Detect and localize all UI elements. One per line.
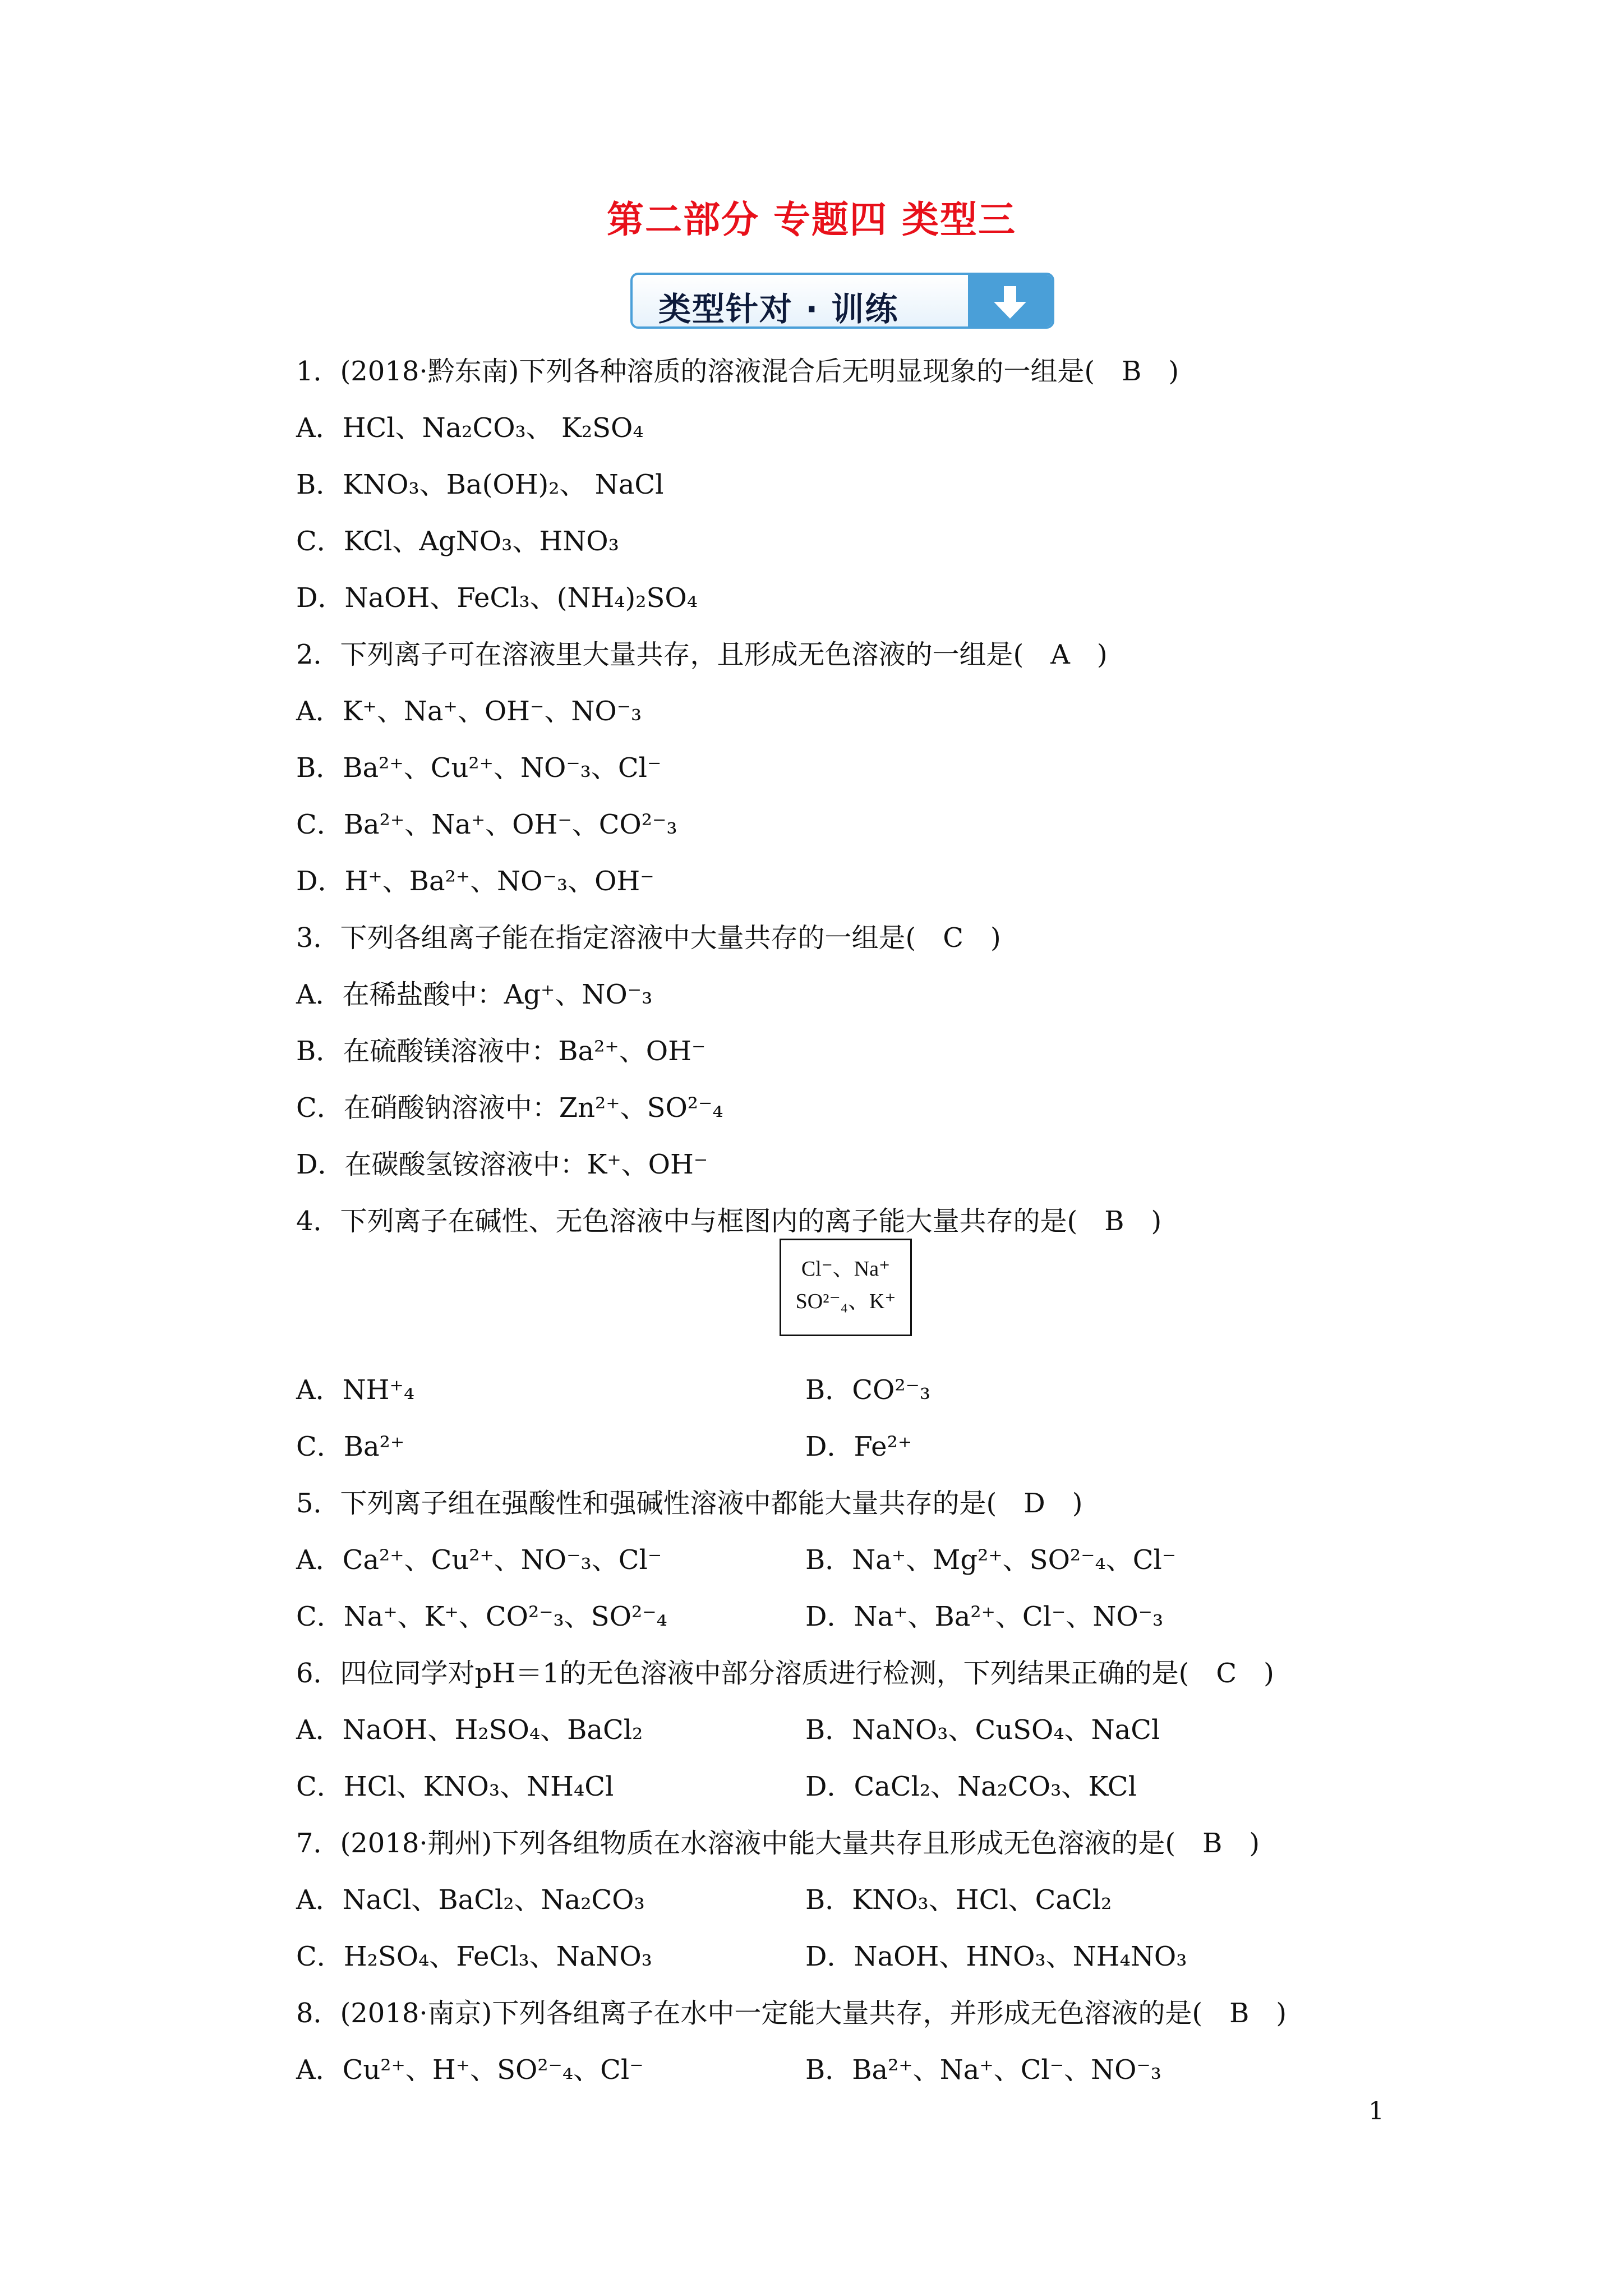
question-stem: 7．(2018·荆州)下列各组物质在水溶液中能大量共存且形成无色溶液的是( B ): [296, 1828, 1260, 1859]
ion-box: [780, 1239, 912, 1336]
down-arrow-icon: [968, 275, 1052, 326]
option-row: [296, 2042, 1418, 2099]
page-number: 1: [1368, 2097, 1384, 2125]
option-text: B．KNO₃、Ba(OH)₂、 NaCl: [296, 469, 664, 500]
question-stem: 3．下列各组离子能在指定溶液中大量共存的一组是( C ): [296, 922, 1001, 954]
question-stem: 5．下列离子组在强酸性和强碱性溶液中都能大量共存的是( D ): [296, 1488, 1083, 1519]
page-title: 第二部分 专题四 类型三: [607, 198, 1016, 241]
option-row: [296, 1702, 1418, 1759]
banner-label: 类型针对 · 训练: [658, 290, 899, 328]
option-text: B．NaNO₃、CuSO₄、NaCl: [805, 1714, 1160, 1746]
option-row: [296, 1589, 1418, 1645]
question-list: [296, 343, 1418, 2099]
question-stem: 4．下列离子在碱性、无色溶液中与框图内的离子能大量共存的是( B ): [296, 1205, 1162, 1237]
option-row: [296, 1929, 1418, 1985]
option-text: C．Na⁺、K⁺、CO²⁻₃、SO²⁻₄: [296, 1601, 667, 1632]
option-row: [296, 1759, 1418, 1815]
option-text: A．NaOH、H₂SO₄、BaCl₂: [296, 1714, 643, 1746]
option-text: D．Fe²⁺: [805, 1431, 912, 1462]
option-text: C．H₂SO₄、FeCl₃、NaNO₃: [296, 1941, 652, 1972]
option-text: A．NaCl、BaCl₂、Na₂CO₃: [296, 1884, 645, 1916]
option-row: [296, 1362, 1418, 1419]
option-row: [296, 1532, 1418, 1589]
option-text: C．Ba²⁺: [296, 1431, 405, 1462]
option-text: D．NaOH、HNO₃、NH₄NO₃: [805, 1941, 1187, 1972]
option-text: C．KCl、AgNO₃、HNO₃: [296, 526, 619, 557]
option-text: A．Ca²⁺、Cu²⁺、NO⁻₃、Cl⁻: [296, 1544, 662, 1576]
ion-box-line: SO²⁻₄、K⁺: [795, 1290, 896, 1313]
option-row: [296, 1872, 1418, 1929]
question-stem: 1．(2018·黔东南)下列各种溶质的溶液混合后无明显现象的一组是( B ): [296, 356, 1179, 387]
option-row: [296, 1419, 1418, 1475]
option-text: C．HCl、KNO₃、NH₄Cl: [296, 1771, 614, 1802]
ion-box-line: Cl⁻、Na⁺: [801, 1257, 891, 1281]
question-stem: 2．下列离子可在溶液里大量共存，且形成无色溶液的一组是( A ): [296, 639, 1108, 670]
option-text: B．Ba²⁺、Cu²⁺、NO⁻₃、Cl⁻: [296, 752, 662, 784]
option-text: A．NH⁺₄: [296, 1374, 415, 1406]
option-text: A．HCl、Na₂CO₃、 K₂SO₄: [296, 412, 644, 444]
option-text: B．Ba²⁺、Na⁺、Cl⁻、NO⁻₃: [805, 2054, 1162, 2086]
option-text: D．CaCl₂、Na₂CO₃、KCl: [805, 1771, 1137, 1802]
option-text: D．在碳酸氢铵溶液中：K⁺、OH⁻: [296, 1149, 708, 1180]
option-text: C．在硝酸钠溶液中：Zn²⁺、SO²⁻₄: [296, 1092, 723, 1124]
option-text: A．Cu²⁺、H⁺、SO²⁻₄、Cl⁻: [296, 2054, 644, 2086]
option-text: B．KNO₃、HCl、CaCl₂: [805, 1884, 1112, 1916]
option-text: A．在稀盐酸中：Ag⁺、NO⁻₃: [296, 979, 653, 1010]
option-text: D．NaOH、FeCl₃、(NH₄)₂SO₄: [296, 582, 698, 614]
option-text: D．H⁺、Ba²⁺、NO⁻₃、OH⁻: [296, 866, 654, 897]
question-stem: 8．(2018·南京)下列各组离子在水中一定能大量共存，并形成无色溶液的是( B ): [296, 1998, 1287, 2029]
section-banner: [630, 273, 1054, 329]
option-text: C．Ba²⁺、Na⁺、OH⁻、CO²⁻₃: [296, 809, 677, 840]
option-text: D．Na⁺、Ba²⁺、Cl⁻、NO⁻₃: [805, 1601, 1164, 1632]
option-text: B．CO²⁻₃: [805, 1374, 931, 1406]
question-stem: 6．四位同学对pH＝1的无色溶液中部分溶质进行检测，下列结果正确的是( C ): [296, 1658, 1274, 1689]
option-text: A．K⁺、Na⁺、OH⁻、NO⁻₃: [296, 696, 642, 727]
option-text: B．Na⁺、Mg²⁺、SO²⁻₄、Cl⁻: [805, 1544, 1177, 1576]
option-text: B．在硫酸镁溶液中：Ba²⁺、OH⁻: [296, 1036, 706, 1067]
